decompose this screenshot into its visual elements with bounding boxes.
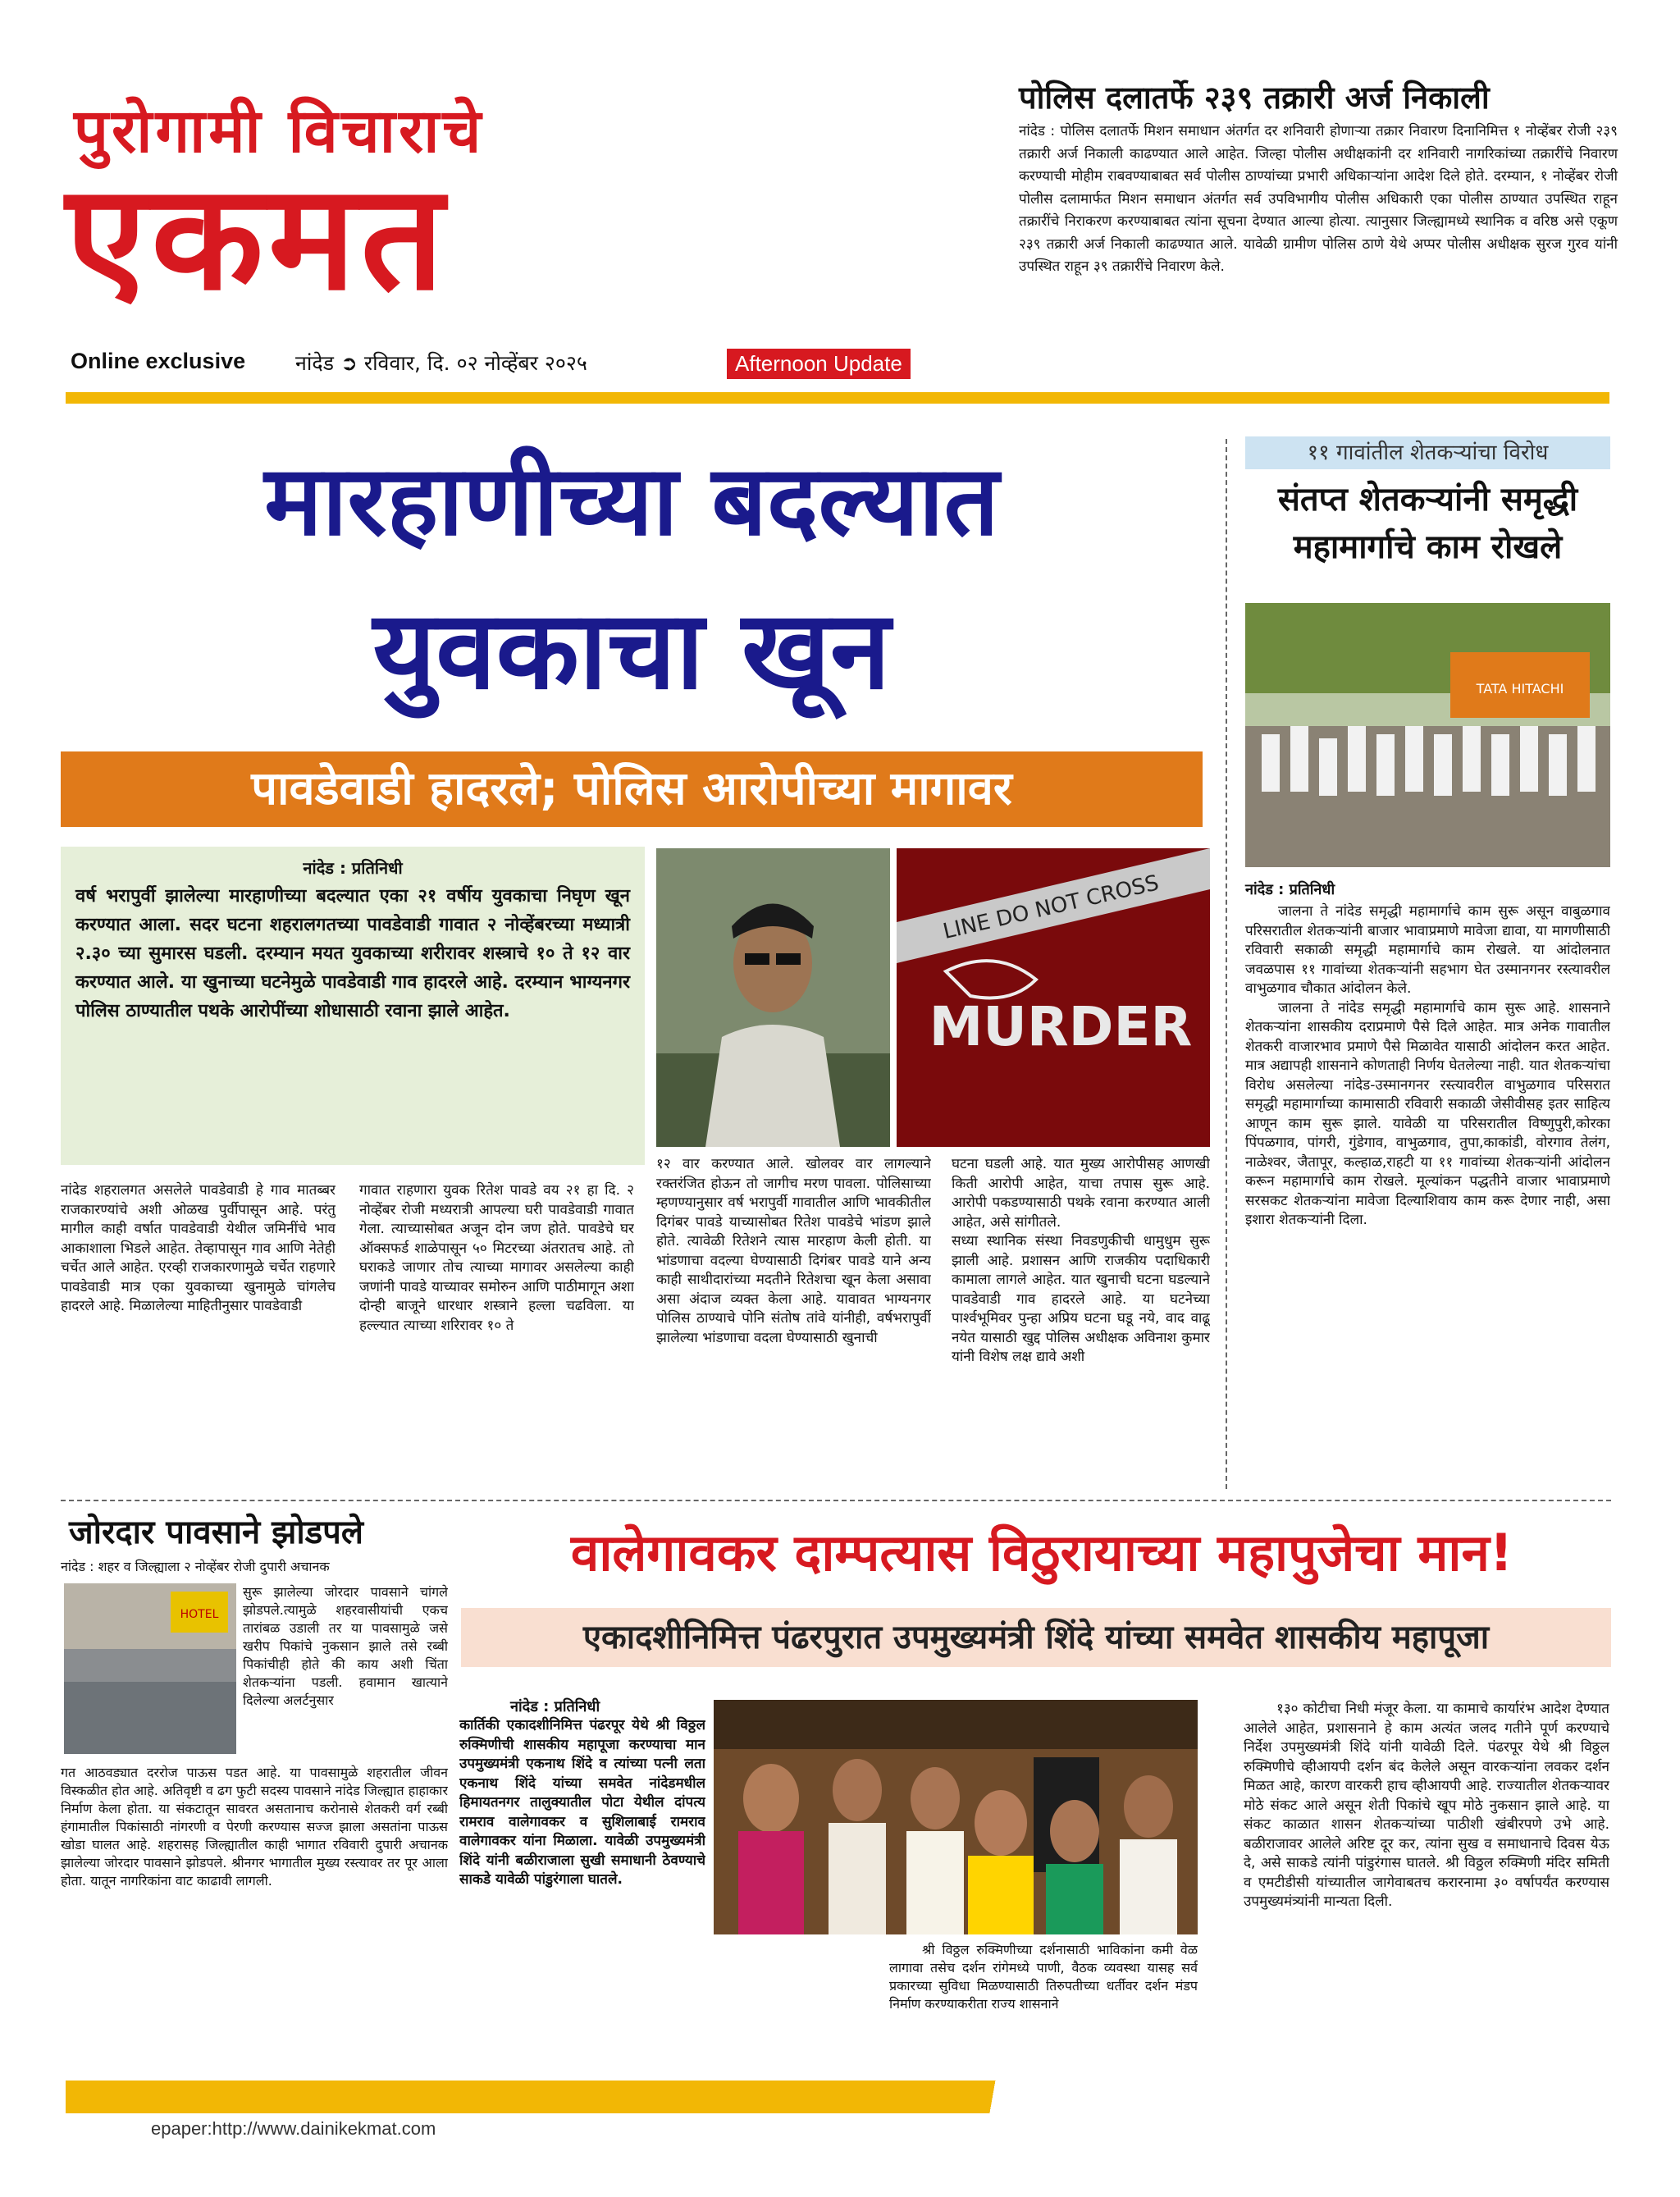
rain-wrap-text: सुरू झालेल्या जोरदार पावसाने चांगले झोडपले.त्यामुळे शहरवासीयांची एकच तारांबळ उडाली तर या पावसामुळे जसे खरीप पिकांचे नुकसान झाले तसे रब्बी पिकांचीही होते की काय अशी चिंता शेतकऱ्यांना पडली. हवामान खात्याने दिलेल्या अलर्टनुसार bbox=[243, 1584, 448, 1708]
murder-text: MURDER bbox=[929, 995, 1193, 1058]
dateline bbox=[295, 349, 587, 377]
lead-headline-1: मारहाणीच्या बदल्यात bbox=[264, 444, 999, 557]
afternoon-update-badge: Afternoon Update bbox=[727, 349, 911, 379]
vertical-divider bbox=[1226, 439, 1227, 1489]
rain-headline: जोरदार पावसाने झोडपले bbox=[69, 1514, 363, 1551]
lead-col-3: १२ वार करण्यात आले. खोलवर वार लागल्याने रक्तरंजित होऊन तो जागीच मरण पावला. पोलिसाच्या म्हणण्यानुसार वर्ष भरापुर्वी गावातील आणि भावकीतील दिगंबर पावडे याच्यासोबत रितेश पावडेचे भांडण झाले होते. त्यावेळी रितेशने त्यास मारहाण केली होती. या भांडणाचा वदल्या घेण्यासाठी दिगंबर पावडे याने अन्य काही साथीदारांच्या मदतीने रितेशचा खून केला असावा असा अंदाज व्यक्त केला आहे. यावावत भाग्यनगर पोलिस ठाण्याचे पोनि संतोष तांवे यांनीही, वर्षभरापुर्वी झालेल्या भांडणाचा वदला घेण्यासाठी खुनाची bbox=[656, 1156, 931, 1346]
dateline-text: नांदेड ➲ रविवार, दि. ०२ नोव्हेंबर २०२५ bbox=[295, 351, 587, 375]
murder-graphic bbox=[897, 848, 1210, 1147]
horizontal-divider bbox=[61, 1500, 1611, 1501]
right-p2: जालना ते नांदेड समृद्धी महामार्गाचे काम सुरू आहे. शासनाने शेतकऱ्यांना शासकीय दराप्रमाणे पैसे दिले आहेत. मात्र अनेक गावातील शेतकरी वाजारभाव प्रमाणे पैसे मिळावेत यासाठी आंदोलन करत आहेत. मात्र अद्यापही शासनाने कोणताही निर्णय घेतलेल्या नाही. यात शेतकऱ्यांचा विरोध असलेल्या नांदेड-उस्मानगनर रस्त्यावरील वाभुळगाव परिसरात समृद्धी महामार्गाच्या कामासाठी रविवारी सकाळी जेसीवीसह इतर साहित्य आणून काम सुरू झाले. यावेळी या परिसरातील विष्णुपुरी,कोरका पिंपळगाव, पांगरी, गुंडेगाव, वाभुळगाव, तुपा,काकांडी, वोरगाव तेलंग, नाळेश्वर, जैतापूर, कल्हाळ,राहटी या ११ गावांच्या शेतकऱ्यांनी आंदोलन करून महामार्गाचे काम रोखले. मूल्यांकन पद्धतीने वाजार भावाप्रमाणे सरसकट शेतकऱ्यांना मावेजा दिल्याशिवाय काम करू देणार नाही, असा इशारा शेतकऱ्यांनी दिला. bbox=[1245, 999, 1610, 1228]
rain-photo bbox=[64, 1583, 236, 1754]
masthead bbox=[66, 82, 738, 377]
puja-byline: नांदेड : प्रतिनिधी bbox=[510, 1698, 600, 1715]
lead-intro-box bbox=[61, 847, 645, 1165]
lead-intro: वर्ष भरापुर्वी झालेल्या मारहाणीच्या बदल्यात एका २१ वर्षीय युवकाचा निघृण खून करण्यात आला. सदर घटना शहरालगतच्या पावडेवाडी गावात २ नोव्हेंबरच्या मध्यात्री २.३० च्या सुमारस घडली. दरम्यान मयत युवकाच्या शरीरावर शस्त्राचे १० ते १२ वार करण्यात आले. या खुनाच्या घटनेमुळे पावडेवाडी गाव हादरले आहे. दरम्यान भाग्यनगर पोलिस ठाण्यातील पथके आरोपींच्या शोधासाठी रवाना झाले आहेत. bbox=[75, 886, 630, 1021]
top-brief bbox=[1019, 78, 1618, 279]
top-brief-headline: पोलिस दलातर्फे २३९ तक्रारी अर्ज निकाली bbox=[1019, 80, 1490, 116]
masthead-name: एकमत bbox=[66, 153, 450, 322]
lead-col-2: गावात राहणारा युवक रितेश पावडे वय २१ हा दि. २ नोव्हेंबर रोजी मध्यरात्री आपल्या घरी पावडेवाडी गावात गेला. त्याच्यासोबत अजून दोन जण होते. पावडेचे घर ऑक्सफर्ड शाळेपासून ५० मिटरच्या अंतरातच आहे. तो घराकडे जाणार तोच त्याच्या मागावर असलेल्या काही जणांनी पावडे याच्यावर समोरुन आणि पाठीमागून अशा दोन्ही बाजूने धारधार शस्त्राने हल्ला चढविला. या हल्ल्यात त्याच्या शरिरावर १० ते bbox=[359, 1182, 634, 1334]
machine-text: TATA HITACHI bbox=[1476, 681, 1564, 697]
footer-rule bbox=[66, 2081, 1609, 2113]
online-exclusive: Online exclusive bbox=[71, 349, 246, 373]
victim-photo bbox=[656, 848, 890, 1147]
masthead-tagline: पुरोगामी विचाराचे bbox=[74, 96, 485, 167]
rain-body: गत आठवड्यात दररोज पाऊस पडत आहे. या पावसामुळे शहरातील जीवन विस्कळीत होत आहे. अतिवृष्टी व ढग फुटी सदस्य पावसाने नांदेड जिल्ह्यात हाहाकार निर्माण केला होता. या संकटातून सावरत असतानाच करोनासे शेतकरी वर्ग रब्बी हंगामातील पिकांसाठी नांगरणी व पेरणी करण्यास सज्ज झाला असतांना पाऊस खोडा घालत आहे. शहरासह जिल्ह्यातील काही भागात रविवारी दुपारी अचानक झालेल्या जोरदार पावसाने झोडपले. श्रीनगर भागातील मुख्य रस्त्यावर तर पूर आला होता. यातून नागरिकांना वाट काढावी लागली. bbox=[61, 1765, 448, 1889]
lead-headline-2: युवकाचा खून bbox=[372, 587, 891, 714]
farmers-photo bbox=[1245, 603, 1610, 867]
puja-headline: वालेगावकर दाम्पत्यास विठुरायाच्या महापुजेचा मान! bbox=[570, 1523, 1513, 1583]
right-p1: जालना ते नांदेड समृद्धी महामार्गाचे काम सुरू असून वाबुळगाव परिसरातील शेतकऱ्यांनी बाजार भावाप्रमाणे मावेजा द्यावा, या मागणीसाठी रविवारी सकाळी समृद्धी महामार्गाचे काम रोखले. या आंदोलनात जवळपास ११ गावांच्या शेतकऱ्यांनी सहभाग घेत उस्मानगनर रस्त्यावरील वाभुळगाव चौकात आंदोलन केले. bbox=[1245, 903, 1610, 997]
puja-col-3: १३० कोटीचा निधी मंजूर केला. या कामाचे कार्यारंभ आदेश देण्यात आलेले आहेत, प्रशासनाने हे काम अत्यंत जलद गतीने पूर्ण करण्याचे निर्देश उपमुख्यमंत्री शिंदे यांनी यावेळी दिले. पंढरपूर येथे श्री विठ्ठल रुक्मिणीचे व्हीआयपी दर्शन बंद केलेले असून वारकऱ्यांना लवकर दर्शन मिळत आहे, कारण वारकरी हाच व्हीआयपी आहे. राज्यातील शेतकऱ्यावर मोठे संकट आले असून शेती पिकांचे खूप मोठे नुकसान झाले आहे. या संकट काळात शासन शेतकऱ्यांच्या पाठीशी खंबीरपणे उभे आहे. बळीराजावर आलेले अरिष्ट दूर कर, त्यांना सुख व समाधानाचे दिवस येऊ दे, असे साकडे त्यांनी पांडुरंगास घातले. श्री विठ्ठल रुक्मिणी मंदिर समिती व एमटीडीसी यांच्यातील जागेवाबतच करारनामा ३० वर्षापर्यंत करण्यास उपमुख्यमंत्र्यांनी मान्यता दिली. bbox=[1244, 1701, 1609, 1910]
tape-text: LINE DO NOT CROSS bbox=[940, 870, 1162, 945]
right-body bbox=[1245, 902, 1610, 1477]
footer-epaper[interactable]: epaper:http://www.dainikekmat.com bbox=[151, 2118, 436, 2139]
lead-col-1: नांदेड शहरालगत असलेले पावडेवाडी हे गाव मातब्बर राजकारण्यांचे अशी ओळख पुर्वीपासून आहे. परंतु मागील काही वर्षात पावडेवाडी येथील जमिनींचे भाव आकाशाला भिडले आहेत. तेव्हापासून गाव आणि नेतेही चर्चेत आले आहेत. एरव्ही राजकारणामुळे चर्चेत राहणारे पावडेवाडी मात्र एका युवकाच्या खुनामुळे चांगलेच हादरले आहे. मिळालेल्या माहितीनुसार पावडेवाडी bbox=[61, 1182, 336, 1314]
masthead-rule bbox=[66, 392, 1609, 404]
right-kicker: ११ गावांतील शेतकऱ्यांचा विरोध bbox=[1245, 436, 1610, 469]
puja-col-1: कार्तिकी एकादशीनिमित्त पंढरपूर येथे श्री विठ्ठल रुक्मिणीची शासकीय महापूजा करण्याचा मान उपमुख्यमंत्री एकनाथ शिंदे व त्यांच्या पत्नी लता एकनाथ शिंदे यांच्या समवेत नांदेडमधील हिमायतनगर तालुक्यातील पोटा येथील दांपत्य रामराव वालेगावकर व सुशिलाबाई रामराव वालेगावकर यांना मिळाला. यावेळी उपमुख्यमंत्री शिंदे यांनी बळीराजाला सुखी समाधानी ठेवण्याचे साकडे यावेळी पांडुरंगाला घातले. bbox=[459, 1717, 705, 1888]
right-headline: संतप्त शेतकऱ्यांनी समृद्धी महामार्गाचे काम रोखले bbox=[1277, 481, 1578, 566]
puja-subhead: एकादशीनिमित्त पंढरपुरात उपमुख्यमंत्री शिंदे यांच्या समवेत शासकीय महापूजा bbox=[461, 1608, 1611, 1667]
shop-text: HOTEL bbox=[180, 1608, 219, 1621]
lead-byline: नांदेड : प्रतिनिधी bbox=[303, 858, 403, 878]
puja-col-2: श्री विठ्ठल रुक्मिणीच्या दर्शनासाठी भाविकांना कमी वेळ लागावा तसेच दर्शन रांगेमध्ये पाणी, वैठक व्यवस्था यासह सर्व प्रकारच्या सुविधा मिळण्यासाठी तिरुपतीच्या धर्तीवर दर्शन मंडप निर्माण करण्याकरीता राज्य शासनाने bbox=[889, 1942, 1198, 2012]
top-brief-body: नांदेड : पोलिस दलातर्फे मिशन समाधान अंतर्गत दर शनिवारी होणाऱ्या तक्रार निवारण दिनानिमित्त १ नोव्हेंबर रोजी २३९ तक्रारी अर्ज निकाली काढण्यात आले आहेत. जिल्हा पोलीस अधीक्षकांनी दर शनिवारी नागरिकांच्या तक्रारींचे निवारण करण्याची मोहीम राबवण्याबाबत सर्व पोलीस ठाण्यांच्या प्रभारी अधिकाऱ्यांना आदेश दिले होते. दरम्यान, १ नोव्हेंबर रोजी पोलीस दलामार्फत मिशन समाधान अंतर्गत सर्व उपविभागीय पोलीस अधिकारी एका पोलीस ठाण्यात उपस्थित राहून तक्रारींचे निराकरण करण्याबाबत त्यांना सूचना देण्यात आल्या होत्या. त्यानुसार जिल्ह्यामध्ये स्थानिक व वरिष्ठ असे एकूण २३९ तक्रारी अर्ज निकाली काढण्यात आले. यावेळी ग्रामीण पोलिस ठाणे येथे अप्पर पोलीस अधीक्षक सुरज गुरव यांनी उपस्थित राहून ३९ तक्रारींचे निवारण केले. bbox=[1019, 123, 1618, 275]
rain-lead: नांदेड : शहर व जिल्ह्याला २ नोव्हेंबर रोजी दुपारी अचानक bbox=[61, 1559, 330, 1574]
right-byline: नांदेड : प्रतिनिधी bbox=[1245, 881, 1335, 898]
lead-col-4: घटना घडली आहे. यात मुख्य आरोपीसह आणखी किती आरोपी आहेत, याचा तपास सुरू आहे. आरोपी पकडण्यासाठी पथके रवाना करण्यात आली आहेत, असे सांगीतले. सध्या स्थानिक संस्था निवडणुकीची धामुधुम सुरू झाली आहे. प्रशासन आणि राजकीय पदाधिकारी कामाला लागले आहेत. यात खुनाची घटना घडल्याने पावडेवाडी गाव हादरले आहे. या घटनेच्या पार्श्वभूमिवर पुन्हा अप्रिय घटना घडू नये, वाद वाढू नयेत यासाठी खुद्द पोलिस अधीक्षक अविनाश कुमार यांनी विशेष लक्ष द्यावे अशी bbox=[952, 1156, 1210, 1365]
lead-subhead: पावडेवाडी हादरले; पोलिस आरोपीच्या मागावर bbox=[61, 751, 1203, 827]
puja-photo bbox=[714, 1700, 1198, 1934]
